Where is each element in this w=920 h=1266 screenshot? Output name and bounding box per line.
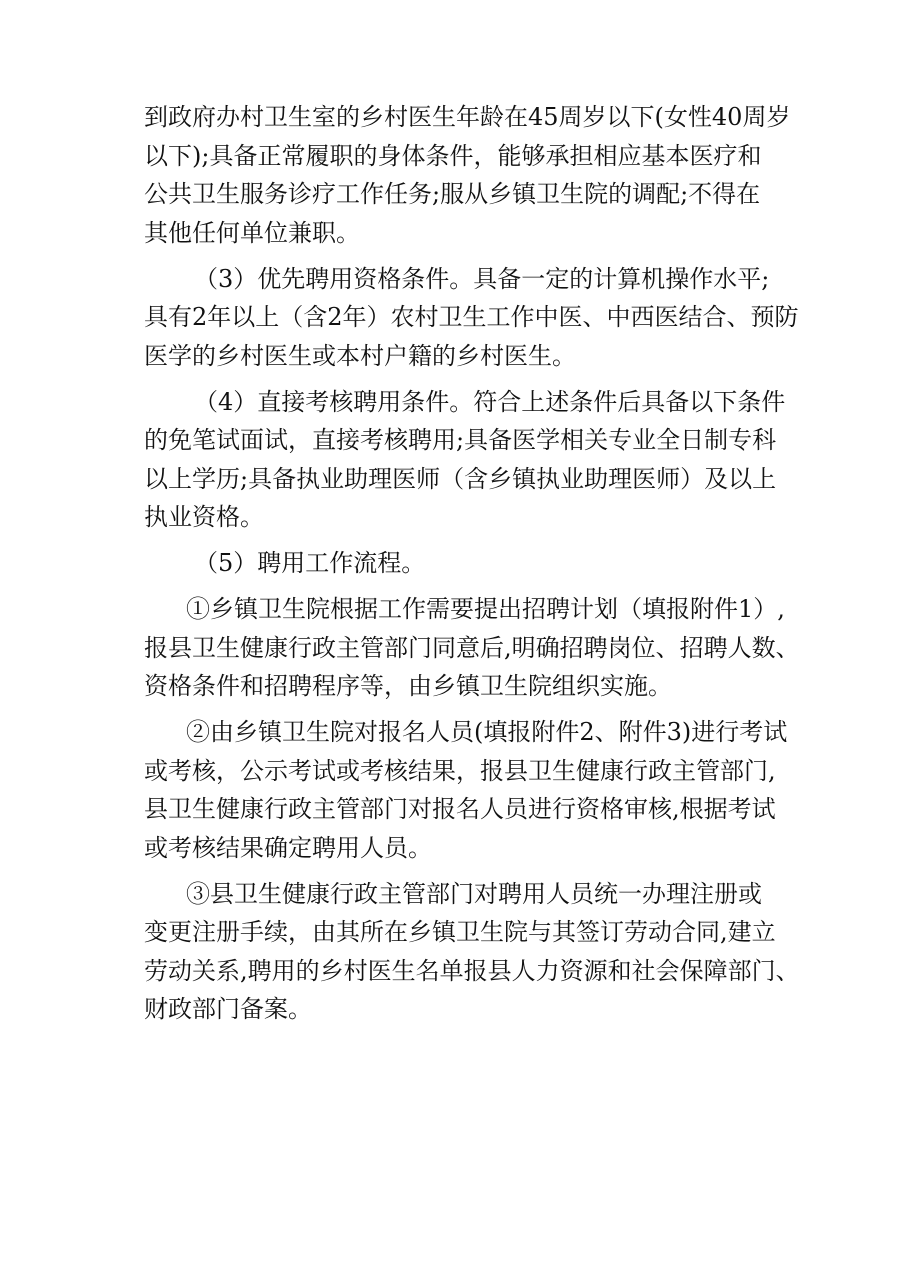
paragraph-direct-assessment — [144, 383, 784, 537]
text-line: 以上学历;具备执业助理医师（含乡镇执业助理医师）及以上 — [144, 464, 777, 493]
text-line: ③县卫生健康行政主管部门对聘用人员统一办理注册或 — [186, 879, 762, 908]
text-line: 的免笔试面试，直接考核聘用;具备医学相关专业全日制专科 — [144, 426, 777, 454]
text-line: 劳动关系,聘用的乡村医生名单报县人力资源和社会保障部门、 — [144, 956, 800, 985]
text-line: 报县卫生健康行政主管部门同意后,明确招聘岗位、招聘人数、 — [144, 633, 800, 662]
paragraph-hiring-process-heading — [144, 544, 784, 583]
text-line: 到政府办村卫生室的乡村医生年龄在45周岁以下(女性40周岁 — [144, 103, 791, 131]
text-line: 变更注册手续，由其所在乡镇卫生院与其签订劳动合同,建立 — [144, 918, 776, 946]
text-line: 医学的乡村医生或本村户籍的乡村医生。 — [144, 341, 576, 370]
document-body — [144, 98, 800, 1029]
text-line: 或考核，公示考试或考核结果，报县卫生健康行政主管部门, — [144, 756, 776, 785]
text-line: 财政部门备案。 — [144, 995, 312, 1023]
text-line: 或考核结果确定聘用人员。 — [144, 833, 432, 862]
text-line: ②由乡镇卫生院对报名人员(填报附件2、附件3)进行考试 — [186, 718, 788, 746]
text-line: （4）直接考核聘用条件。符合上述条件后具备以下条件 — [194, 387, 786, 416]
text-line: 县卫生健康行政主管部门对报名人员进行资格审核,根据考试 — [144, 795, 776, 823]
text-line: （3）优先聘用资格条件。具备一定的计算机操作水平; — [194, 264, 770, 293]
paragraph-priority-hiring — [144, 260, 799, 376]
paragraph-step-3 — [144, 875, 800, 1029]
text-line: ①乡镇卫生院根据工作需要提出招聘计划（填报附件1）, — [186, 595, 785, 623]
text-line: 其他任何单位兼职。 — [144, 218, 360, 247]
text-line: 具有2年以上（含2年）农村卫生工作中医、中西医结合、预防 — [144, 303, 799, 331]
text-line: 执业资格。 — [144, 503, 264, 531]
text-line: 以下);具备正常履职的身体条件，能够承担相应基本医疗和 — [144, 141, 762, 170]
text-line: 资格条件和招聘程序等，由乡镇卫生院组织实施。 — [144, 672, 672, 700]
text-line: 公共卫生服务诊疗工作任务;服从乡镇卫生院的调配;不得在 — [144, 180, 761, 208]
text-line: （5）聘用工作流程。 — [194, 549, 426, 577]
paragraph-step-2 — [144, 713, 788, 867]
paragraph-step-1 — [144, 590, 800, 706]
paragraph-age-conditions — [144, 98, 791, 252]
